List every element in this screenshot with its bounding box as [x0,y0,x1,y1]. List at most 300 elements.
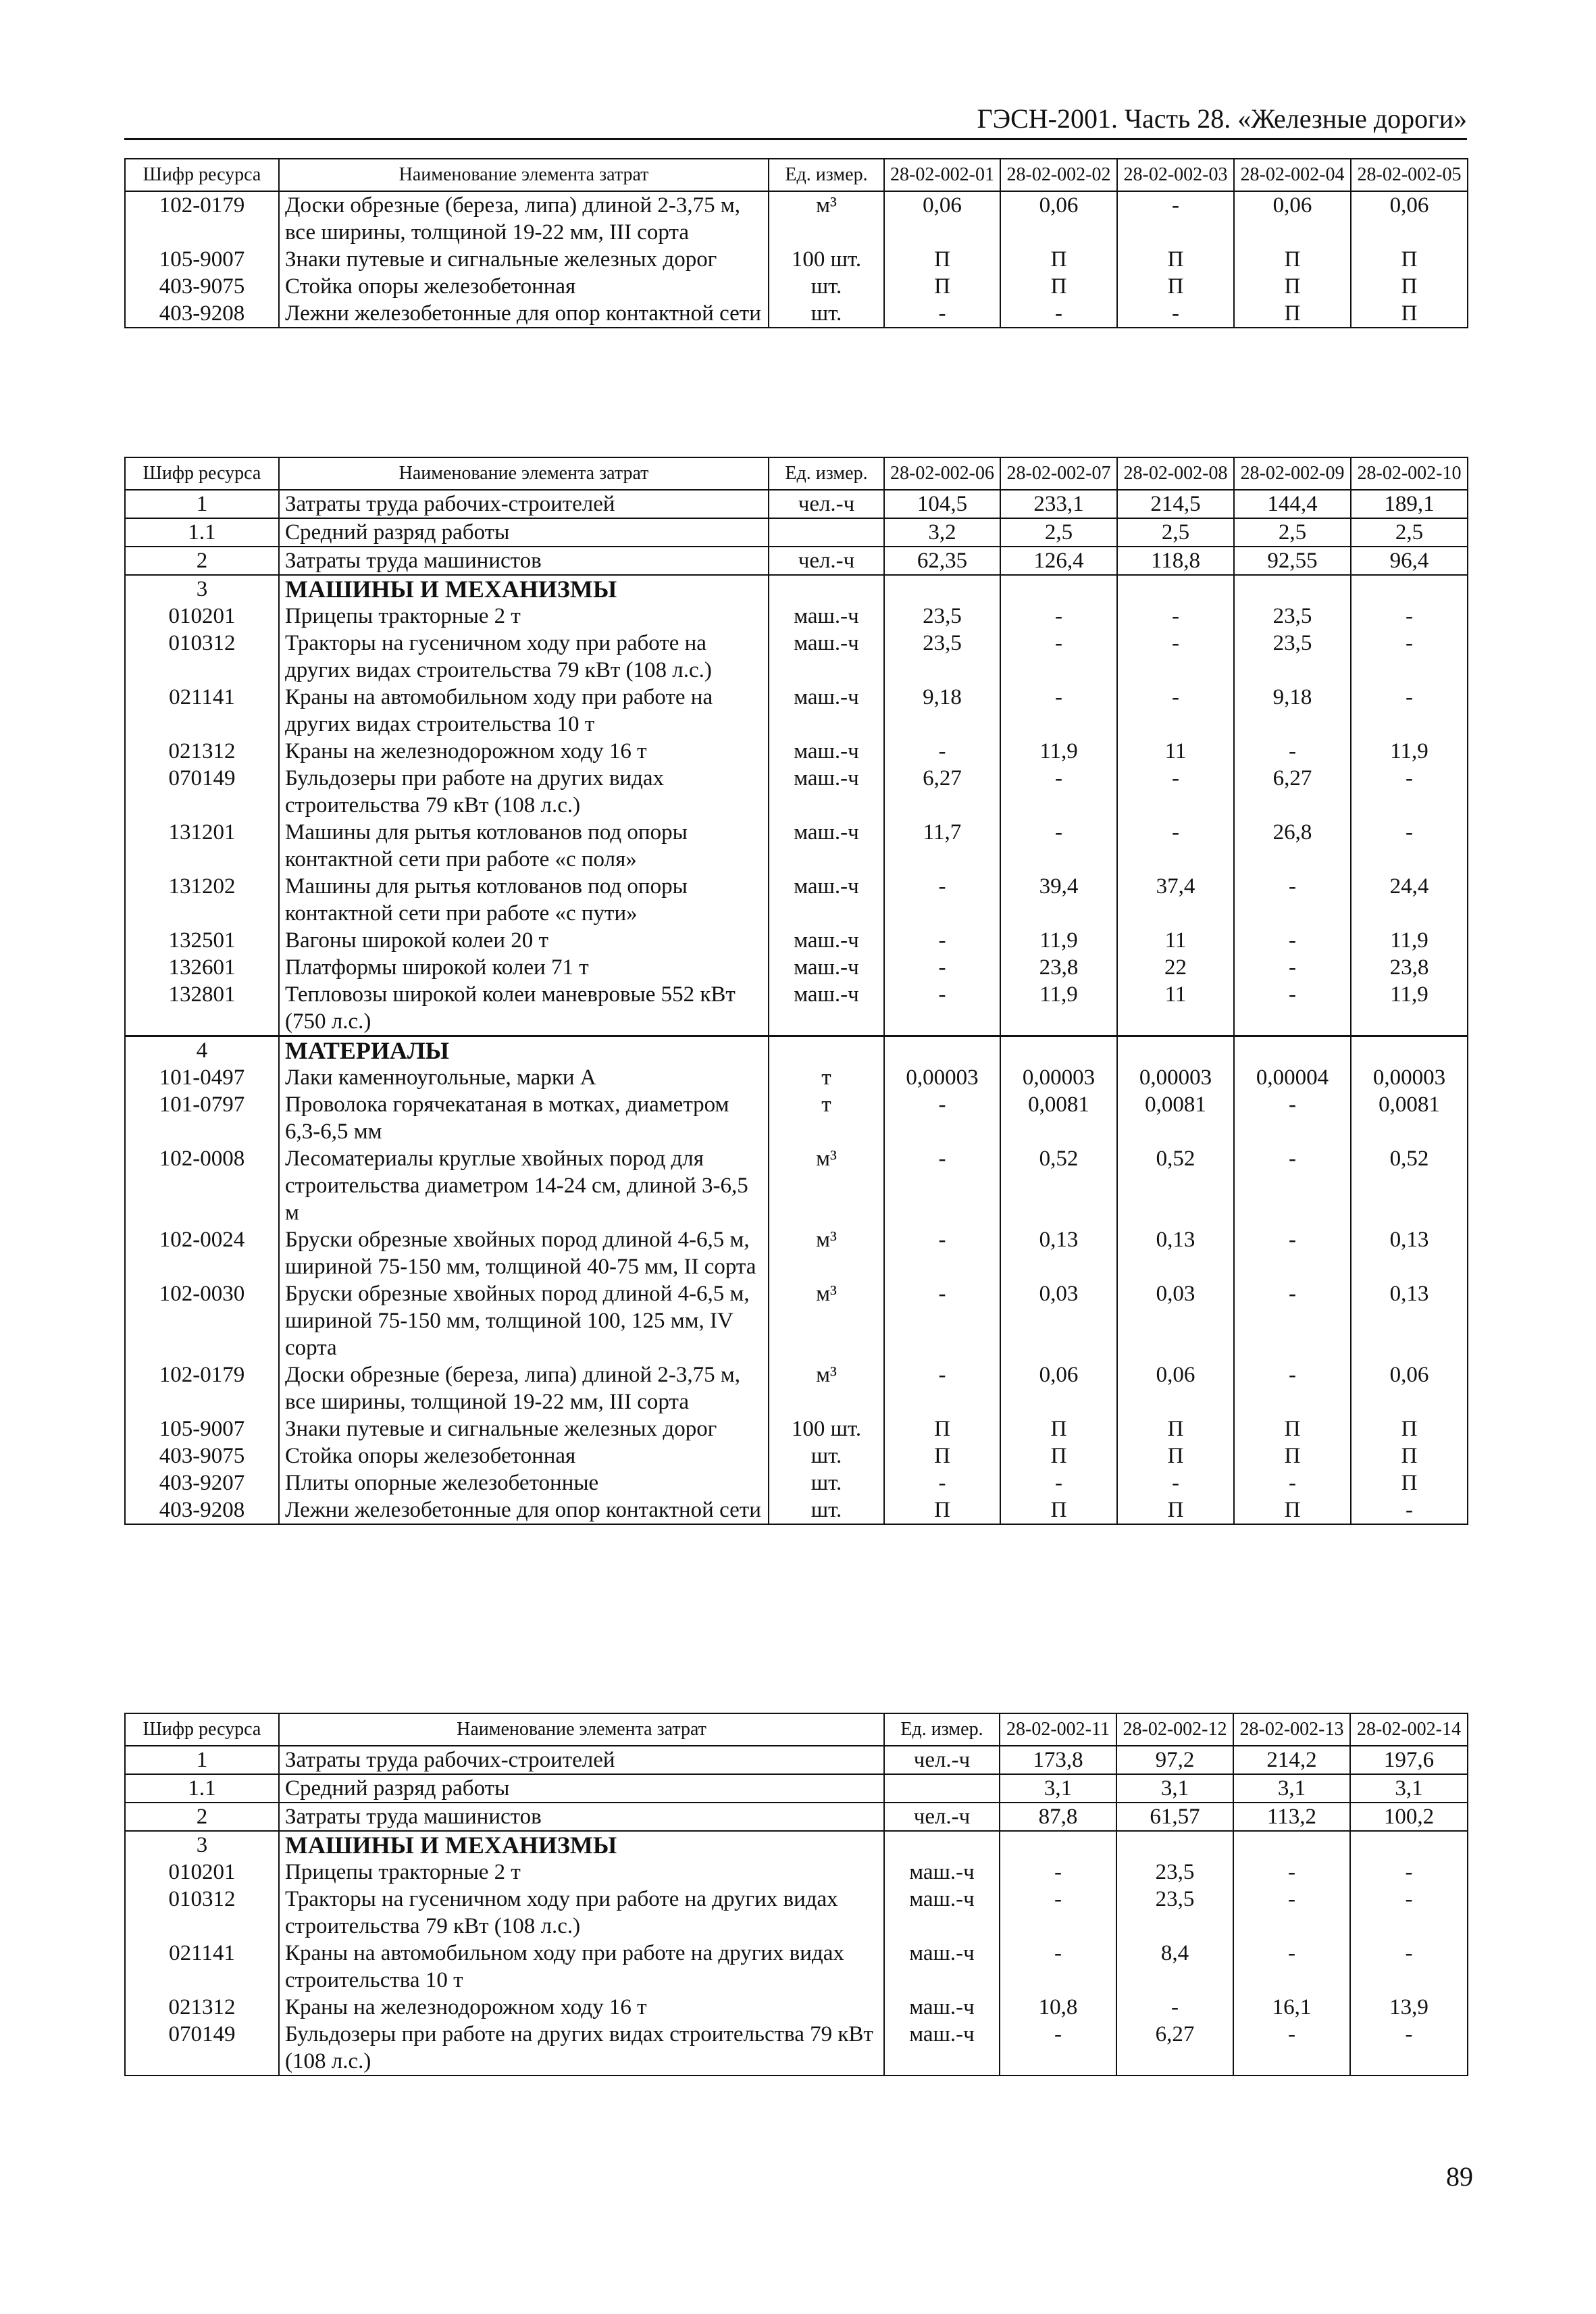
norm-value: 118,8 [1117,547,1234,575]
cost-element-name: Тракторы на гусеничном ходу при работе на других видах строительства 79 кВт (108 л.с.) [279,1886,884,1940]
norm-value: - [1234,1091,1351,1145]
norm-value [1351,1036,1468,1065]
resource-code: 070149 [125,765,279,819]
norm-value: 11 [1117,927,1234,954]
header-norm-code: 28-02-002-12 [1116,1713,1233,1746]
norm-value: 0,06 [1000,191,1117,246]
norm-value: - [1351,765,1468,819]
norm-value: - [1000,819,1117,873]
norm-value: 61,57 [1116,1803,1233,1831]
norm-value: - [1233,1940,1350,1994]
resource-code: 101-0497 [125,1064,279,1091]
resource-code: 102-0024 [125,1226,279,1280]
norm-value: - [1117,300,1234,328]
norm-value: - [1000,603,1117,630]
norm-value: 3,1 [1350,1774,1468,1803]
unit: м³ [769,1145,884,1226]
norm-value: П [1351,246,1468,273]
norm-value: 92,55 [1234,547,1351,575]
table-row [125,1442,1468,1469]
table-row [125,873,1468,927]
cost-element-name: Затраты труда рабочих-строителей [279,490,769,518]
table-row [125,1361,1468,1415]
norm-value: П [1117,1496,1234,1524]
header-name: Наименование элемента затрат [279,457,769,490]
resource-code: 101-0797 [125,1091,279,1145]
resource-code: 102-0008 [125,1145,279,1226]
norm-value: 23,5 [884,603,1000,630]
resource-code: 021141 [125,1940,279,1994]
cost-element-name: Стойка опоры железобетонная [279,273,769,300]
norm-value [1234,1036,1351,1065]
norm-value: П [1117,246,1234,273]
norm-value: 214,5 [1117,490,1234,518]
table-row [125,927,1468,954]
norm-value: 62,35 [884,547,1000,575]
unit: маш.-ч [884,2021,1000,2076]
norm-value: 23,5 [1116,1886,1233,1940]
norm-value: 11,9 [1000,981,1117,1036]
norm-value: - [1234,1280,1351,1361]
norm-value: 11,9 [1000,738,1117,765]
norm-value: 126,4 [1000,547,1117,575]
norm-value: П [1351,1469,1468,1496]
unit: маш.-ч [884,1859,1000,1886]
table-row [125,603,1468,630]
unit: маш.-ч [769,981,884,1036]
norm-value: 23,8 [1351,954,1468,981]
cost-element-name: Лежни железобетонные для опор контактной сети [279,1496,769,1524]
table-row [125,547,1468,575]
norm-value: 0,52 [1000,1145,1117,1226]
norm-value: 0,06 [1000,1361,1117,1415]
cost-element-name: Тепловозы широкой колеи маневровые 552 кВт (750 л.с.) [279,981,769,1036]
table-row [125,300,1468,328]
header-row [125,1713,1468,1746]
norm-value: 0,0081 [1351,1091,1468,1145]
norm-value: П [1000,1496,1117,1524]
cost-element-name: Доски обрезные (береза, липа) длиной 2-3,75 м, все ширины, толщиной 19-22 мм, III сорта [279,191,769,246]
norm-value: - [1000,1940,1116,1994]
page-number: 89 [1446,2161,1473,2192]
table-row [125,819,1468,873]
norm-value: 24,4 [1351,873,1468,927]
header-unit: Ед. измер. [884,1713,1000,1746]
resource-code: 403-9207 [125,1469,279,1496]
norm-value: П [884,273,1000,300]
header-name: Наименование элемента затрат [279,159,769,191]
norm-value: 87,8 [1000,1803,1116,1831]
norm-value: 104,5 [884,490,1000,518]
unit: чел.-ч [769,490,884,518]
resource-code: 3 [125,575,279,603]
unit: шт. [769,1469,884,1496]
table-row [125,738,1468,765]
norm-value: 23,8 [1000,954,1117,981]
norm-value: - [1117,819,1234,873]
table-row [125,1091,1468,1145]
norm-value: - [1000,2021,1116,2076]
norms-table-3 [124,1713,1468,2076]
norm-value: П [884,1415,1000,1442]
norm-value: П [1000,1442,1117,1469]
cost-element-name: Лесоматериалы круглые хвойных пород для строительства диаметром 14-24 см, длиной 3-6,5 м [279,1145,769,1226]
norm-value: - [884,1469,1000,1496]
header-norm-code: 28-02-002-03 [1117,159,1234,191]
norm-value: 96,4 [1351,547,1468,575]
norm-value: - [1117,684,1234,738]
header-norm-code: 28-02-002-09 [1234,457,1351,490]
resource-code: 102-0030 [125,1280,279,1361]
norm-value: - [1000,765,1117,819]
norm-value: 11,9 [1351,738,1468,765]
norm-value: 2,5 [1234,518,1351,547]
norm-value: - [1000,1886,1116,1940]
norms-table-1 [124,158,1468,328]
norm-value: - [1351,630,1468,684]
norm-value: - [1234,981,1351,1036]
cost-element-name: Лежни железобетонные для опор контактной сети [279,300,769,328]
header-name: Наименование элемента затрат [279,1713,884,1746]
norm-value [1117,575,1234,603]
norm-value: - [884,954,1000,981]
unit [769,518,884,547]
norm-value: 113,2 [1233,1803,1350,1831]
resource-code: 4 [125,1036,279,1065]
table-row [125,1886,1468,1940]
cost-element-name: Стойка опоры железобетонная [279,1442,769,1469]
norm-value [1000,1036,1117,1065]
table-row [125,191,1468,246]
norm-value: 6,27 [1234,765,1351,819]
norm-value: 0,00003 [1117,1064,1234,1091]
header-row [125,457,1468,490]
norm-value: - [1117,1469,1234,1496]
cost-element-name: Лаки каменноугольные, марки А [279,1064,769,1091]
unit: маш.-ч [884,1940,1000,1994]
header-norm-code: 28-02-002-01 [884,159,1000,191]
cost-element-name: Краны на железнодорожном ходу 16 т [279,738,769,765]
header-norm-code: 28-02-002-14 [1350,1713,1468,1746]
norm-value: 233,1 [1000,490,1117,518]
norm-value: - [884,1361,1000,1415]
table-row [125,954,1468,981]
resource-code: 070149 [125,2021,279,2076]
norm-value: 0,13 [1351,1280,1468,1361]
norm-value: - [1234,1361,1351,1415]
norm-value: - [884,1280,1000,1361]
norm-value: 2,5 [1351,518,1468,547]
table-row [125,1280,1468,1361]
section-title: МАШИНЫ И МЕХАНИЗМЫ [279,1831,884,1859]
norm-value: - [1350,2021,1468,2076]
table-row [125,246,1468,273]
resource-code: 102-0179 [125,191,279,246]
header-norm-code: 28-02-002-04 [1234,159,1351,191]
resource-code: 1.1 [125,518,279,547]
norm-value: 3,1 [1233,1774,1350,1803]
norm-value: - [884,1145,1000,1226]
resource-code: 3 [125,1831,279,1859]
unit: маш.-ч [884,1886,1000,1940]
section-title: МАШИНЫ И МЕХАНИЗМЫ [279,575,769,603]
norm-value: - [1350,1886,1468,1940]
norm-value: - [884,1091,1000,1145]
norm-value: - [1351,819,1468,873]
resource-code: 105-9007 [125,1415,279,1442]
norm-value: 2,5 [1000,518,1117,547]
resource-code: 021312 [125,1994,279,2021]
norm-value: 3,2 [884,518,1000,547]
table-row [125,1496,1468,1524]
norm-value: 39,4 [1000,873,1117,927]
norm-value [884,1036,1000,1065]
table-row [125,630,1468,684]
norm-value: 0,03 [1000,1280,1117,1361]
norm-value [1350,1831,1468,1859]
resource-code: 1 [125,490,279,518]
norm-value: - [1117,630,1234,684]
norm-value: - [884,927,1000,954]
norm-value: - [1000,1469,1117,1496]
norm-value: - [1117,191,1234,246]
resource-code: 132501 [125,927,279,954]
norm-value: - [1350,1859,1468,1886]
header-code: Шифр ресурса [125,159,279,191]
norm-value: 189,1 [1351,490,1468,518]
norm-value: 3,1 [1000,1774,1116,1803]
resource-code: 1 [125,1746,279,1774]
norm-value: 0,03 [1117,1280,1234,1361]
norm-value: 0,13 [1351,1226,1468,1280]
unit [769,1036,884,1065]
norm-value: - [884,1226,1000,1280]
table-row [125,273,1468,300]
norm-value: П [1351,273,1468,300]
resource-code: 403-9208 [125,1496,279,1524]
unit: маш.-ч [769,630,884,684]
table-row [125,1469,1468,1496]
norm-value [1116,1831,1233,1859]
table-row [125,1774,1468,1803]
cost-element-name: Средний разряд работы [279,518,769,547]
norm-value: 26,8 [1234,819,1351,873]
resource-code: 403-9075 [125,1442,279,1469]
norm-value: 197,6 [1350,1746,1468,1774]
unit: чел.-ч [884,1746,1000,1774]
header-norm-code: 28-02-002-07 [1000,457,1117,490]
header-row [125,159,1468,191]
norm-value: 0,52 [1117,1145,1234,1226]
norm-value: - [1350,1940,1468,1994]
norm-value: - [1233,1859,1350,1886]
resource-code: 010201 [125,1859,279,1886]
resource-code: 021141 [125,684,279,738]
running-title: ГЭСН-2001. Часть 28. «Железные дороги» [977,103,1467,134]
resource-code: 403-9075 [125,273,279,300]
section-row [125,575,1468,603]
norm-value: 0,06 [1234,191,1351,246]
unit [884,1831,1000,1859]
resource-code: 010201 [125,603,279,630]
table-row [125,1226,1468,1280]
unit: маш.-ч [884,1994,1000,2021]
cost-element-name: Затраты труда машинистов [279,547,769,575]
norm-value: 8,4 [1116,1940,1233,1994]
table-row [125,981,1468,1036]
table-row [125,518,1468,547]
norm-value: 0,06 [1351,1361,1468,1415]
norm-value: 144,4 [1234,490,1351,518]
cost-element-name: Прицепы тракторные 2 т [279,603,769,630]
cost-element-name: Краны на автомобильном ходу при работе на других видах строительства 10 т [279,684,769,738]
norm-value [1000,1831,1116,1859]
section-title: МАТЕРИАЛЫ [279,1036,769,1065]
norms-table-2 [124,457,1468,1525]
unit: чел.-ч [769,547,884,575]
resource-code: 105-9007 [125,246,279,273]
resource-code: 2 [125,1803,279,1831]
table-row [125,1145,1468,1226]
unit: маш.-ч [769,684,884,738]
norm-value: П [1234,273,1351,300]
norm-value: - [1234,927,1351,954]
unit: маш.-ч [769,954,884,981]
unit: м³ [769,1361,884,1415]
norm-value: 37,4 [1117,873,1234,927]
norm-value: 3,1 [1116,1774,1233,1803]
resource-code: 403-9208 [125,300,279,328]
norm-value: 0,0081 [1000,1091,1117,1145]
resource-code: 131201 [125,819,279,873]
norm-value: 23,5 [1234,603,1351,630]
norm-value: 9,18 [1234,684,1351,738]
header-code: Шифр ресурса [125,1713,279,1746]
norm-value: - [884,981,1000,1036]
resource-code: 010312 [125,1886,279,1940]
norm-value: - [1117,765,1234,819]
resource-code: 131202 [125,873,279,927]
norm-value: 23,5 [1234,630,1351,684]
norm-value: - [1117,603,1234,630]
norm-value: 0,06 [1117,1361,1234,1415]
resource-code: 132601 [125,954,279,981]
cost-element-name: Бульдозеры при работе на других видах строительства 79 кВт (108 л.с.) [279,765,769,819]
unit: м³ [769,1226,884,1280]
norm-value: 214,2 [1233,1746,1350,1774]
unit: 100 шт. [769,246,884,273]
cost-element-name: Краны на автомобильном ходу при работе на других видах строительства 10 т [279,1940,884,1994]
running-header [124,101,1467,140]
unit: м³ [769,1280,884,1361]
norm-value: 16,1 [1233,1994,1350,2021]
norm-value: 11,9 [1351,981,1468,1036]
norm-value: - [1233,2021,1350,2076]
norm-value: 11,9 [1351,927,1468,954]
norm-value [884,575,1000,603]
norm-value: 11 [1117,738,1234,765]
resource-code: 102-0179 [125,1361,279,1415]
norm-value: 0,13 [1117,1226,1234,1280]
norm-value: П [1117,1415,1234,1442]
norm-value: 11,9 [1000,927,1117,954]
norm-value: 97,2 [1116,1746,1233,1774]
cost-element-name: Проволока горячекатаная в мотках, диаметром 6,3-6,5 мм [279,1091,769,1145]
unit: шт. [769,1442,884,1469]
norm-value: 0,00004 [1234,1064,1351,1091]
cost-element-name: Краны на железнодорожном ходу 16 т [279,1994,884,2021]
norm-value: 22 [1117,954,1234,981]
unit: маш.-ч [769,873,884,927]
norm-value: П [1117,1442,1234,1469]
cost-element-name: Тракторы на гусеничном ходу при работе на других видах строительства 79 кВт (108 л.с.) [279,630,769,684]
section-row [125,1831,1468,1859]
norm-value: П [1234,1415,1351,1442]
norm-value: 6,27 [1116,2021,1233,2076]
cost-element-name: Прицепы тракторные 2 т [279,1859,884,1886]
unit [769,575,884,603]
cost-element-name: Затраты труда машинистов [279,1803,884,1831]
norm-value: 13,9 [1350,1994,1468,2021]
norm-value: 11 [1117,981,1234,1036]
norm-value [1234,575,1351,603]
norm-value: 0,00003 [884,1064,1000,1091]
header-norm-code: 28-02-002-11 [1000,1713,1116,1746]
cost-element-name: Средний разряд работы [279,1774,884,1803]
norm-value: 23,5 [1116,1859,1233,1886]
table-row [125,765,1468,819]
norm-value: - [1351,603,1468,630]
norm-value: 10,8 [1000,1994,1116,2021]
resource-code: 021312 [125,738,279,765]
norm-value [1351,575,1468,603]
norm-value: П [1234,246,1351,273]
unit: т [769,1091,884,1145]
table-row [125,1064,1468,1091]
unit [884,1774,1000,1803]
norm-value: П [1351,1442,1468,1469]
header-norm-code: 28-02-002-08 [1117,457,1234,490]
section-row [125,1036,1468,1065]
norm-value: - [1234,954,1351,981]
norm-value: 23,5 [884,630,1000,684]
norm-value: П [1234,1496,1351,1524]
norm-value: - [884,738,1000,765]
resource-code: 010312 [125,630,279,684]
norm-value: П [1000,1415,1117,1442]
unit: маш.-ч [769,603,884,630]
unit: шт. [769,273,884,300]
norm-value: - [1000,684,1117,738]
unit: маш.-ч [769,738,884,765]
norm-value [1233,1831,1350,1859]
norm-value: 6,27 [884,765,1000,819]
norm-value: 0,06 [884,191,1000,246]
header-code: Шифр ресурса [125,457,279,490]
unit: т [769,1064,884,1091]
norm-value: П [884,1496,1000,1524]
cost-element-name: Бульдозеры при работе на других видах строительства 79 кВт (108 л.с.) [279,2021,884,2076]
unit: маш.-ч [769,927,884,954]
norm-value: - [1233,1886,1350,1940]
cost-element-name: Знаки путевые и сигнальные железных дорог [279,1415,769,1442]
table-row [125,1859,1468,1886]
norm-value: - [1234,1145,1351,1226]
norm-value: 0,00003 [1351,1064,1468,1091]
norm-value: - [1234,738,1351,765]
header-norm-code: 28-02-002-02 [1000,159,1117,191]
cost-element-name: Платформы широкой колеи 71 т [279,954,769,981]
